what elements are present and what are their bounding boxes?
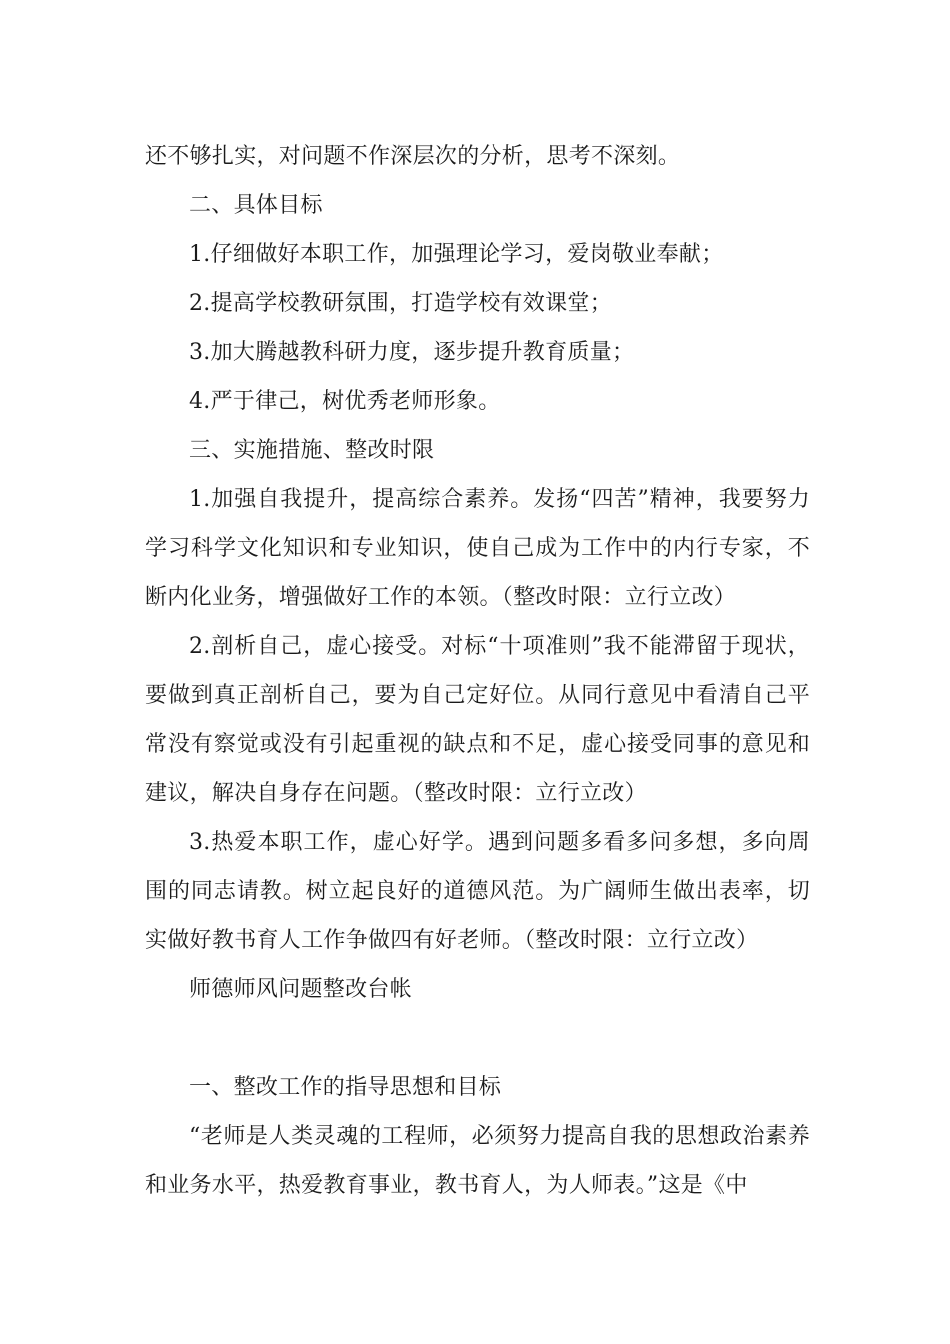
goal-item-4: 4.严于律己，树优秀老师形象。 [189,389,501,414]
goal-item-3: 3.加大腾越教科研力度，逐步提升教育质量； [189,340,635,365]
measure-item-2: 2.剖析自己，虚心接受。对标“十项准则”我不能滞留于现状，要做到真正剖析自己，要为自己定好位。从同行意见中看清自己平常没有察觉或没有引起重视的缺点和不足，虚心接受同事的意见和建议，解决自身存在问题。（整改时限：立行立改） [145,634,810,806]
measure-item-1: 1.加强自我提升，提高综合素养。发扬“四苦”精神，我要努力学习科学文化知识和专业知识，使自己成为工作中的内行专家，不断内化业务，增强做好工作的本领。（整改时限：立行立改） [145,487,810,610]
heading-specific-goals: 二、具体目标 [189,193,323,218]
blank-line [145,1014,810,1063]
heading-measures: 三、实施措施、整改时限 [189,438,435,463]
heading-guiding-ideology: 一、整改工作的指导思想和目标 [189,1075,502,1100]
section-title-ledger: 师德师风问题整改台帐 [189,977,413,1002]
goal-item-2: 2.提高学校教研氛围，打造学校有效课堂； [189,291,612,316]
measure-item-3: 3.热爱本职工作，虚心好学。遇到问题多看多问多想，多向周围的同志请教。树立起良好的道德风范。为广阔师生做出表率，切实做好教书育人工作争做四有好老师。（整改时限：立行立改） [145,830,810,953]
paragraph-continuation: 还不够扎实，对问题不作深层次的分析，思考不深刻。 [145,144,681,169]
document-body [145,132,810,1210]
goal-item-1: 1.仔细做好本职工作，加强理论学习，爱岗敬业奉献； [189,242,724,267]
paragraph-quote: “老师是人类灵魂的工程师，必须努力提高自我的思想政治素养和业务水平，热爱教育事业，教书育人，为人师表。”这是《中 [145,1124,810,1198]
